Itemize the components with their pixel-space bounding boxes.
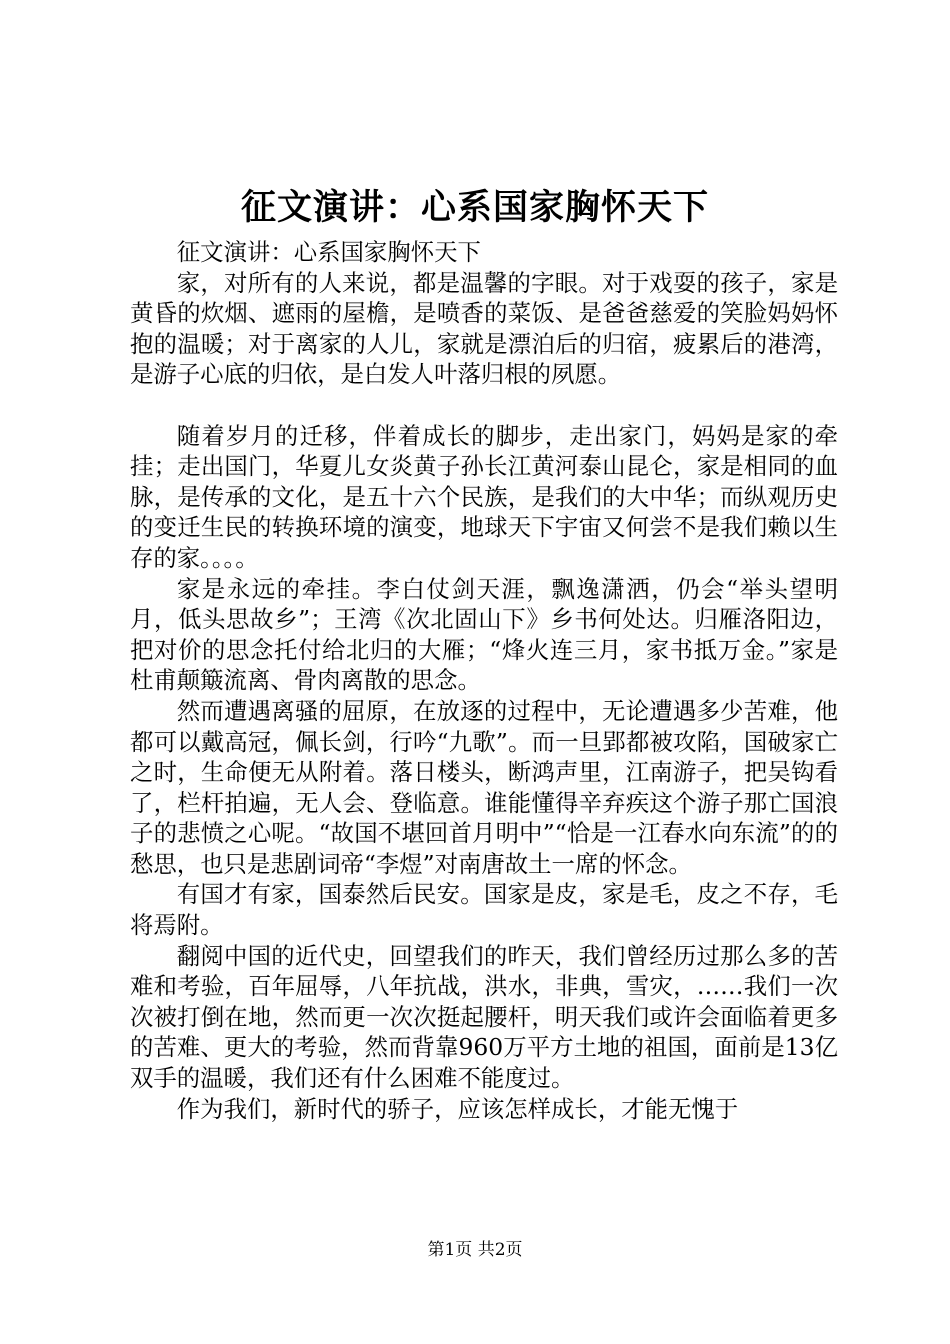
paragraph-modern-history: 翻阅中国的近代史，回望我们的昨天，我们曾经历过那么多的苦难和考验，百年屈辱，八年抗战，洪水，非典，雪灾，……我们一次次被打倒在地，然而更一次次挺起腰杆，明天我们或许会面临着更多的苦难、更大的考验，然而背靠960万平方土地的祖国，面前是13亿双手的温暖，我们还有什么困难不能度过。 [130, 941, 838, 1093]
document-title: 征文演讲：心系国家胸怀天下 [240, 187, 709, 228]
page-footer: 第1页 共2页 [427, 1240, 523, 1260]
paragraph-growing-up: 随着岁月的迁移，伴着成长的脚步，走出家门，妈妈是家的牵挂；走出国门，华夏儿女炎黄子孙长江黄河泰山昆仑，家是相同的血脉，是传承的文化，是五十六个民族，是我们的大中华；而纵观历史的变迁生民的转换环境的演变，地球天下宇宙又何尝不是我们赖以生存的家。。。。 [130, 421, 838, 572]
paragraph-country-first: 有国才有家，国泰然后民安。国家是皮，家是毛，皮之不存，毛将焉附。 [130, 880, 838, 940]
paragraph-eternal-concern: 家是永远的牵挂。李白仗剑天涯，飘逸潇洒，仍会“举头望明月，低头思故乡”；王湾《次北固山下》乡书何处达。归雁洛阳边，把对价的思念托付给北归的大雁；“烽火连三月，家书抵万金。”家是杜甫颠簸流离、骨肉离散的思念。 [130, 574, 838, 695]
paragraph-new-era: 作为我们，新时代的骄子，应该怎样成长，才能无愧于 [176, 1094, 739, 1123]
document-body [130, 237, 838, 1124]
paragraph-qu-yuan: 然而遭遇离骚的屈原，在放逐的过程中，无论遭遇多少苦难，他都可以戴高冠，佩长剑，行吟“九歌”。而一旦郢都被攻陷，国破家亡之时，生命便无从附着。落日楼头，断鸿声里，江南游子，把吴钩看了，栏杆拍遍，无人会、登临意。谁能懂得辛弃疾这个游子那亡国浪子的悲愤之心呢。“故国不堪回首月明中”“恰是一江春水向东流”的的愁思，也只是悲剧词帝“李煜”对南唐故土一席的怀念。 [130, 696, 838, 878]
paragraph-home-meaning: 家，对所有的人来说，都是温馨的字眼。对于戏耍的孩子，家是黄昏的炊烟、遮雨的屋檐，是喷香的菜饭、是爸爸慈爱的笑脸妈妈怀抱的温暖；对于离家的人儿，家就是漂泊后的归宿，疲累后的港湾，是游子心底的归依，是白发人叶落归根的夙愿。 [130, 268, 838, 389]
paragraph-subtitle: 征文演讲：心系国家胸怀天下 [176, 238, 481, 266]
